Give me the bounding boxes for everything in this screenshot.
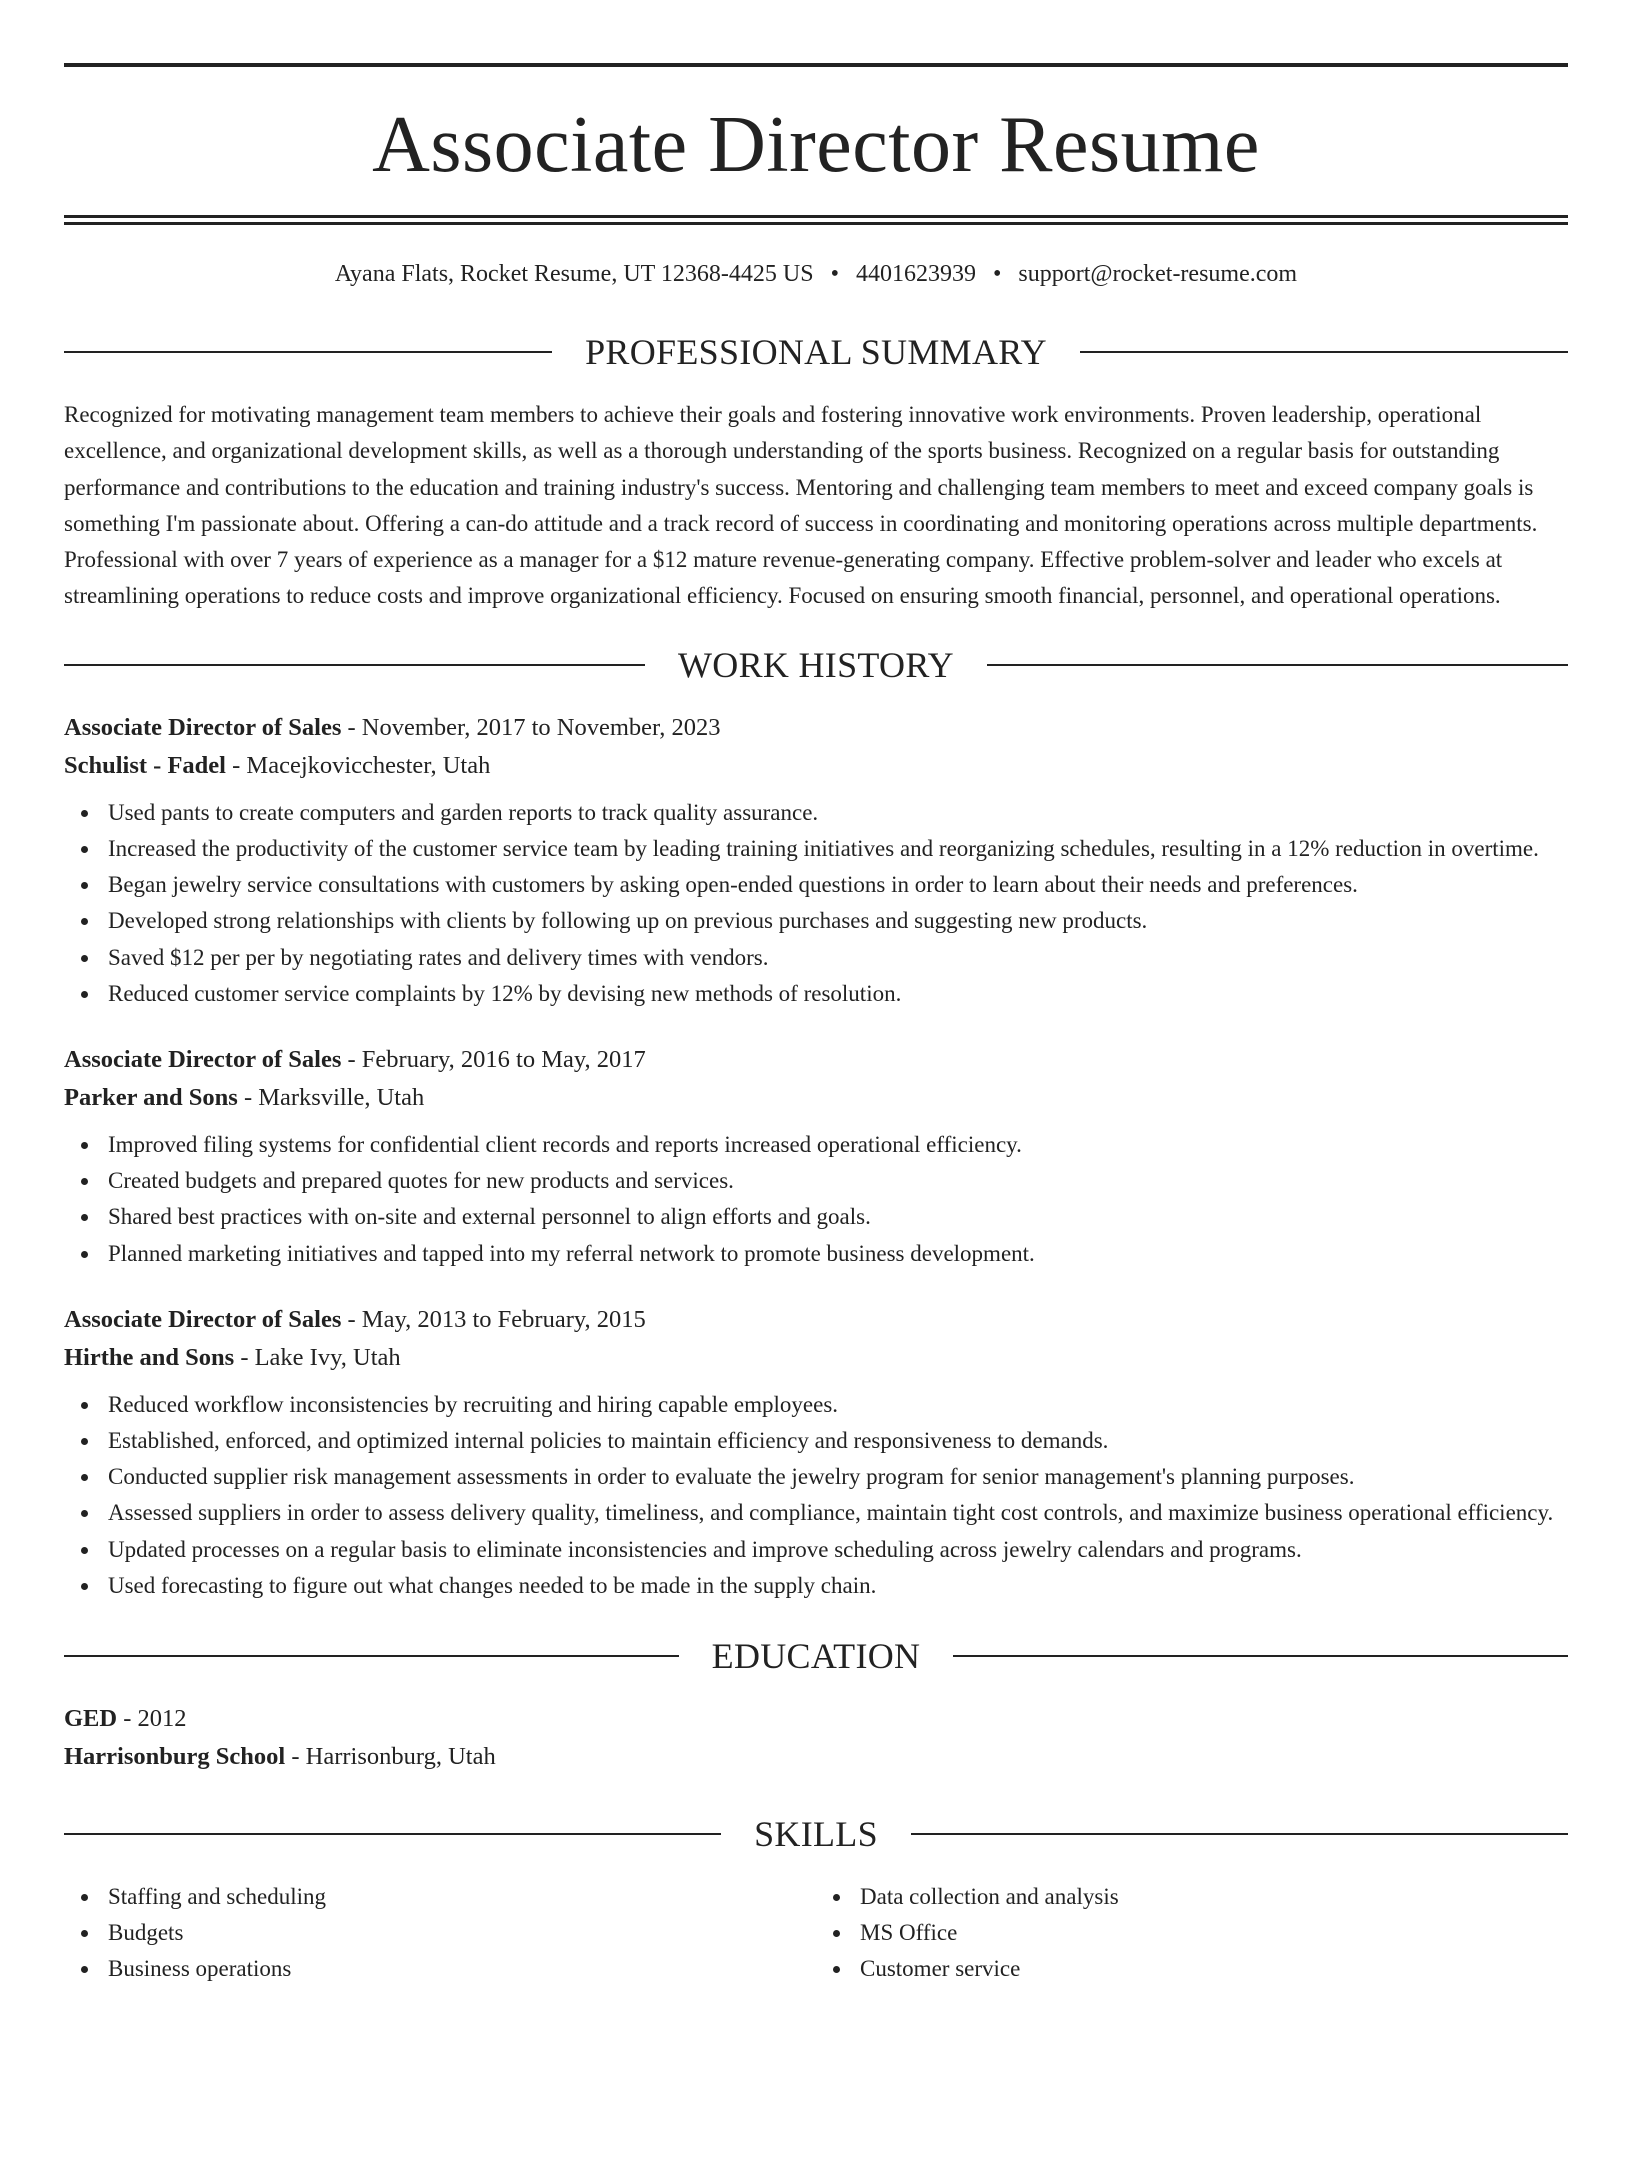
education-entry (64, 1700, 1568, 1776)
job-title-line (64, 1041, 1568, 1079)
job-dates: - February, 2016 to May, 2017 (341, 1046, 646, 1073)
education-degree-line (64, 1700, 1568, 1738)
job-title-line (64, 709, 1568, 747)
skill-item: Customer service (816, 1951, 1568, 1987)
list-item: Created budgets and prepared quotes for new products and services. (64, 1163, 1568, 1199)
list-item: Established, enforced, and optimized internal policies to maintain efficiency and responsiveness to demands. (64, 1423, 1568, 1459)
job-entry-2 (64, 1041, 1568, 1272)
list-item: Saved $12 per per by negotiating rates and delivery times with vendors. (64, 940, 1568, 976)
list-item: Increased the productivity of the customer service team by leading training initiatives and reorganizing schedules, resulting in a 12% reduction in overtime. (64, 831, 1568, 867)
job-entry-3 (64, 1301, 1568, 1604)
skills-list-right (816, 1879, 1568, 1988)
contact-phone: 4401623939 (855, 261, 976, 287)
job-bullets (64, 795, 1568, 1012)
job-title: Associate Director of Sales (64, 1046, 342, 1073)
education-school: Harrisonburg School (64, 1743, 286, 1771)
list-item: Used pants to create computers and garden reports to track quality assurance. (64, 795, 1568, 831)
skill-item: MS Office (816, 1915, 1568, 1951)
professional-summary-text: Recognized for motivating management team members to achieve their goals and fostering innovative work environments. Proven leadership, operational excellence, and organizational development skills, as well as a thorough understanding of the sports business. Recognized on a regular basis for outstanding performance and contributions to the education and training industry's success. Mentoring and challenging team members to meet and exceed company goals is something I'm passionate about. Offering a can-do attitude and a track record of success in coordinating and monitoring operations across multiple departments. Professional with over 7 years of experience as a manager for a $12 mature revenue-generating company. Effective problem-solver and leader who excels at streamlining operations to reduce costs and improve organizational efficiency. Focused on ensuring smooth financial, personnel, and operational operations. (64, 402, 1538, 609)
job-bullets (64, 1387, 1568, 1604)
contact-line (64, 262, 1568, 286)
job-title: Associate Director of Sales (64, 1305, 342, 1333)
header-top-rule (64, 63, 1568, 67)
list-item: Used forecasting to figure out what changes needed to be made in the supply chain. (64, 1568, 1568, 1604)
section-rule-left (64, 664, 645, 666)
list-item: Began jewelry service consultations with customers by asking open-ended questions in order to learn about their needs and preferences. (64, 867, 1568, 903)
skill-item: Staffing and scheduling (64, 1879, 816, 1915)
job-company: Parker and Sons (64, 1084, 238, 1111)
job-company: Schulist - Fadel (64, 751, 226, 779)
education-location: - Harrisonburg, Utah (285, 1743, 496, 1771)
contact-email: support@rocket-resume.com (1018, 261, 1298, 287)
job-location: - Macejkovicchester, Utah (226, 751, 491, 779)
list-item: Assessed suppliers in order to assess delivery quality, timeliness, and compliance, maintain tight cost controls, and maximize business operational efficiency. (64, 1495, 1568, 1531)
section-rule-left (64, 1655, 679, 1657)
section-heading-work (64, 644, 1568, 685)
education-school-line (64, 1738, 1568, 1776)
section-title-education: EDUCATION (711, 1636, 921, 1677)
section-heading-skills (64, 1814, 1568, 1855)
section-heading-education (64, 1636, 1568, 1677)
contact-separator: • (992, 261, 1002, 287)
list-item: Reduced customer service complaints by 12% by devising new methods of resolution. (64, 976, 1568, 1012)
section-title-skills: SKILLS (754, 1814, 878, 1855)
skills-columns (64, 1879, 1568, 1988)
section-rule-right (1080, 351, 1568, 353)
job-location: - Lake Ivy, Utah (234, 1343, 401, 1371)
contact-separator: • (830, 261, 839, 287)
section-rule-right (911, 1833, 1568, 1835)
list-item: Shared best practices with on-site and external personnel to align efforts and goals. (64, 1199, 1568, 1235)
job-dates: - May, 2013 to February, 2015 (341, 1305, 646, 1333)
job-entry-1 (64, 709, 1568, 1012)
resume-title: Associate Director Resume (372, 101, 1260, 189)
job-company: Hirthe and Sons (64, 1343, 235, 1371)
skill-item: Budgets (64, 1915, 816, 1951)
skills-list-left (64, 1879, 816, 1988)
section-rule-left (64, 1833, 721, 1835)
job-dates: - November, 2017 to November, 2023 (341, 713, 721, 741)
list-item: Updated processes on a regular basis to eliminate inconsistencies and improve scheduling across jewelry calendars and programs. (64, 1532, 1568, 1568)
header-double-rule (64, 215, 1568, 225)
resume-page (0, 63, 1632, 2175)
list-item: Planned marketing initiatives and tapped into my referral network to promote business development. (64, 1236, 1568, 1272)
job-company-line (64, 1079, 1568, 1117)
skill-item: Business operations (64, 1951, 816, 1987)
education-degree: GED (64, 1705, 118, 1733)
job-title: Associate Director of Sales (64, 713, 342, 741)
skill-item: Data collection and analysis (816, 1879, 1568, 1915)
section-heading-summary (64, 334, 1568, 370)
job-location: - Marksville, Utah (237, 1084, 425, 1111)
job-company-line (64, 1339, 1568, 1377)
list-item: Developed strong relationships with clients by following up on previous purchases and suggesting new products. (64, 903, 1568, 939)
list-item: Reduced workflow inconsistencies by recruiting and hiring capable employees. (64, 1387, 1568, 1423)
list-item: Improved filing systems for confidential client records and reports increased operational efficiency. (64, 1127, 1568, 1163)
job-title-line (64, 1301, 1568, 1339)
education-year: - 2012 (117, 1705, 187, 1733)
contact-address: Ayana Flats, Rocket Resume, UT 12368-4425 US (334, 261, 814, 287)
list-item: Conducted supplier risk management assessments in order to evaluate the jewelry program for senior management's planning purposes. (64, 1459, 1568, 1495)
section-rule-left (64, 351, 552, 353)
job-bullets (64, 1127, 1568, 1272)
section-title-summary: PROFESSIONAL SUMMARY (585, 332, 1047, 372)
section-title-work: WORK HISTORY (678, 644, 954, 685)
section-rule-right (987, 664, 1568, 666)
section-rule-right (953, 1655, 1568, 1657)
job-company-line (64, 747, 1568, 785)
